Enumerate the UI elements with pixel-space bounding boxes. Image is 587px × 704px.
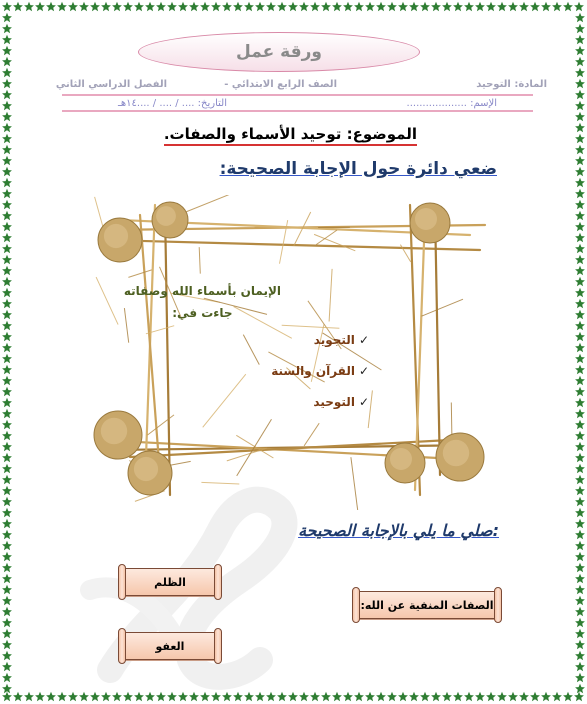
border-star-icon bbox=[310, 692, 320, 701]
border-star-icon bbox=[575, 453, 585, 462]
check-icon: ✓ bbox=[358, 333, 369, 347]
border-star-icon bbox=[2, 376, 12, 385]
border-star-icon bbox=[575, 563, 585, 572]
straw-wisp bbox=[351, 457, 359, 510]
border-star-icon bbox=[299, 2, 309, 11]
border-star-icon bbox=[575, 651, 585, 660]
semester-label: الفصل الدراسي الثاني bbox=[55, 79, 167, 90]
border-star-icon bbox=[575, 24, 585, 33]
border-star-icon bbox=[2, 46, 12, 55]
border-star-icon bbox=[2, 596, 12, 605]
border-star-icon bbox=[2, 508, 12, 517]
subject-label: المادة: التوحيد bbox=[476, 79, 547, 90]
option-label: القرآن والسنة bbox=[271, 364, 355, 378]
statement-line-1: الإيمان بأسماء الله وصفاته bbox=[123, 284, 281, 298]
border-star-icon bbox=[57, 2, 67, 11]
choice-scroll-zulm[interactable] bbox=[122, 568, 218, 596]
border-star-icon bbox=[575, 46, 585, 55]
border-star-icon bbox=[2, 112, 12, 121]
border-star-icon bbox=[575, 673, 585, 682]
straw-stick bbox=[140, 215, 160, 475]
border-star-icon bbox=[575, 365, 585, 374]
border-star-icon bbox=[2, 35, 12, 44]
border-star-icon bbox=[409, 2, 419, 11]
border-star-icon bbox=[552, 2, 562, 11]
border-star-icon bbox=[541, 692, 551, 701]
border-star-icon bbox=[123, 2, 133, 11]
border-star-icon bbox=[409, 692, 419, 701]
border-star-icon bbox=[266, 2, 276, 11]
border-star-icon bbox=[575, 442, 585, 451]
border-star-icon bbox=[211, 2, 221, 11]
choice-label: الظلم bbox=[154, 575, 186, 589]
border-star-icon bbox=[2, 68, 12, 77]
border-star-icon bbox=[2, 101, 12, 110]
border-star-icon bbox=[2, 673, 12, 682]
straw-ball-highlight bbox=[101, 418, 127, 444]
border-star-icon bbox=[575, 288, 585, 297]
border-star-icon bbox=[575, 211, 585, 220]
border-star-icon bbox=[156, 2, 166, 11]
border-star-icon bbox=[575, 310, 585, 319]
border-star-icon bbox=[575, 79, 585, 88]
border-star-icon bbox=[575, 552, 585, 561]
border-star-icon bbox=[442, 2, 452, 11]
border-star-icon bbox=[2, 640, 12, 649]
check-icon: ✓ bbox=[358, 364, 369, 378]
border-star-icon bbox=[178, 2, 188, 11]
border-star-icon bbox=[519, 2, 529, 11]
border-star-icon bbox=[575, 409, 585, 418]
border-star-icon bbox=[453, 2, 463, 11]
border-star-icon bbox=[2, 233, 12, 242]
border-star-icon bbox=[2, 420, 12, 429]
border-star-icon bbox=[575, 266, 585, 275]
border-star-icon bbox=[2, 24, 12, 33]
border-star-icon bbox=[24, 692, 34, 701]
border-star-icon bbox=[575, 640, 585, 649]
straw-ball-highlight bbox=[156, 206, 176, 226]
option-tawheed[interactable] bbox=[313, 395, 369, 409]
question1-statement bbox=[124, 280, 281, 324]
border-star-icon bbox=[101, 2, 111, 11]
border-star-icon bbox=[2, 321, 12, 330]
border-star-icon bbox=[508, 692, 518, 701]
border-star-icon bbox=[90, 2, 100, 11]
lesson-topic: الموضوع: توحيد الأسماء والصفات. bbox=[164, 125, 417, 146]
choice-scroll-afw[interactable] bbox=[122, 632, 218, 660]
border-star-icon bbox=[431, 2, 441, 11]
border-star-icon bbox=[255, 2, 265, 11]
straw-wisp bbox=[199, 247, 200, 274]
option-label: التجويد bbox=[313, 333, 355, 347]
border-star-icon bbox=[398, 692, 408, 701]
straw-ball-highlight bbox=[443, 440, 469, 466]
border-star-icon bbox=[2, 178, 12, 187]
border-star-icon bbox=[2, 310, 12, 319]
border-star-icon bbox=[575, 255, 585, 264]
border-star-icon bbox=[376, 2, 386, 11]
border-star-icon bbox=[530, 692, 540, 701]
border-star-icon bbox=[2, 409, 12, 418]
border-star-icon bbox=[2, 365, 12, 374]
border-star-icon bbox=[575, 277, 585, 286]
border-star-icon bbox=[398, 2, 408, 11]
border-star-icon bbox=[464, 2, 474, 11]
border-star-icon bbox=[2, 431, 12, 440]
border-star-icon bbox=[332, 2, 342, 11]
border-star-icon bbox=[497, 2, 507, 11]
border-star-icon bbox=[2, 486, 12, 495]
border-star-icon bbox=[2, 277, 12, 286]
border-star-icon bbox=[575, 497, 585, 506]
border-star-icon bbox=[575, 486, 585, 495]
border-star-icon bbox=[497, 692, 507, 701]
border-star-icon bbox=[575, 57, 585, 66]
border-star-icon bbox=[2, 629, 12, 638]
border-star-icon bbox=[464, 692, 474, 701]
border-star-icon bbox=[2, 692, 12, 701]
straw-ball-highlight bbox=[415, 208, 437, 230]
border-star-icon bbox=[2, 618, 12, 627]
border-star-icon bbox=[343, 692, 353, 701]
border-star-icon bbox=[575, 101, 585, 110]
date-field[interactable]: التاريخ: .... / .... / ....١٤هـ bbox=[117, 98, 227, 109]
header-divider-bottom bbox=[62, 110, 533, 112]
check-icon: ✓ bbox=[358, 395, 369, 409]
border-star-icon bbox=[2, 354, 12, 363]
straw-wisp bbox=[201, 482, 239, 484]
border-star-icon bbox=[475, 2, 485, 11]
border-star-icon bbox=[420, 692, 430, 701]
grade-label: الصف الرابع الابتدائي - bbox=[224, 79, 337, 90]
student-name-field[interactable]: الإسم: ................... bbox=[406, 98, 497, 109]
border-star-icon bbox=[486, 692, 496, 701]
border-star-icon bbox=[575, 354, 585, 363]
border-star-icon bbox=[575, 123, 585, 132]
border-star-icon bbox=[575, 178, 585, 187]
border-star-icon bbox=[453, 692, 463, 701]
border-star-icon bbox=[575, 464, 585, 473]
border-star-icon bbox=[575, 541, 585, 550]
border-star-icon bbox=[541, 2, 551, 11]
border-star-icon bbox=[575, 662, 585, 671]
border-star-icon bbox=[552, 692, 562, 701]
border-star-icon bbox=[431, 692, 441, 701]
border-star-icon bbox=[321, 692, 331, 701]
border-star-icon bbox=[575, 145, 585, 154]
straw-wisp bbox=[203, 374, 246, 427]
border-star-icon bbox=[2, 530, 12, 539]
border-star-icon bbox=[2, 244, 12, 253]
border-star-icon bbox=[2, 123, 12, 132]
border-star-icon bbox=[2, 387, 12, 396]
border-star-icon bbox=[35, 2, 45, 11]
border-star-icon bbox=[575, 420, 585, 429]
border-star-icon bbox=[365, 692, 375, 701]
border-star-icon bbox=[575, 68, 585, 77]
border-star-icon bbox=[387, 2, 397, 11]
border-star-icon bbox=[575, 343, 585, 352]
straw-wisp bbox=[329, 269, 332, 322]
border-star-icon bbox=[575, 13, 585, 22]
border-star-icon bbox=[2, 662, 12, 671]
border-star-icon bbox=[575, 508, 585, 517]
border-star-icon bbox=[222, 2, 232, 11]
border-star-icon bbox=[2, 167, 12, 176]
border-star-icon bbox=[2, 189, 12, 198]
border-star-icon bbox=[575, 530, 585, 539]
border-star-icon bbox=[575, 519, 585, 528]
border-star-icon bbox=[2, 299, 12, 308]
border-star-icon bbox=[575, 332, 585, 341]
border-star-icon bbox=[46, 2, 56, 11]
border-star-icon bbox=[2, 211, 12, 220]
border-star-icon bbox=[575, 233, 585, 242]
border-star-icon bbox=[288, 2, 298, 11]
border-star-icon bbox=[2, 90, 12, 99]
border-star-icon bbox=[575, 376, 585, 385]
border-star-icon bbox=[332, 692, 342, 701]
border-star-icon bbox=[112, 2, 122, 11]
border-star-icon bbox=[575, 299, 585, 308]
border-star-icon bbox=[2, 134, 12, 143]
border-star-icon bbox=[575, 321, 585, 330]
border-star-icon bbox=[575, 167, 585, 176]
border-star-icon bbox=[2, 475, 12, 484]
border-star-icon bbox=[2, 585, 12, 594]
border-star-icon bbox=[530, 2, 540, 11]
border-star-icon bbox=[486, 2, 496, 11]
border-star-icon bbox=[24, 2, 34, 11]
border-star-icon bbox=[2, 2, 12, 11]
border-star-icon bbox=[575, 156, 585, 165]
border-star-icon bbox=[200, 2, 210, 11]
border-star-icon bbox=[563, 2, 573, 11]
border-star-icon bbox=[244, 2, 254, 11]
border-star-icon bbox=[575, 189, 585, 198]
border-star-icon bbox=[376, 692, 386, 701]
border-star-icon bbox=[2, 464, 12, 473]
straw-wisp bbox=[96, 277, 118, 325]
border-star-icon bbox=[575, 475, 585, 484]
border-star-icon bbox=[310, 2, 320, 11]
border-star-icon bbox=[2, 651, 12, 660]
border-star-icon bbox=[563, 692, 573, 701]
straw-wisp bbox=[304, 423, 319, 446]
border-star-icon bbox=[442, 692, 452, 701]
border-star-icon bbox=[575, 574, 585, 583]
border-star-icon bbox=[574, 692, 584, 701]
border-star-icon bbox=[508, 2, 518, 11]
worksheet-title: ورقة عمل bbox=[236, 42, 322, 62]
border-star-icon bbox=[2, 156, 12, 165]
worksheet-title-banner bbox=[138, 32, 420, 72]
border-star-icon bbox=[519, 692, 529, 701]
border-star-icon bbox=[2, 266, 12, 275]
border-star-icon bbox=[2, 343, 12, 352]
straw-stick bbox=[165, 210, 170, 495]
border-star-icon bbox=[575, 684, 585, 693]
border-star-icon bbox=[277, 2, 287, 11]
border-star-icon bbox=[575, 618, 585, 627]
border-star-icon bbox=[2, 398, 12, 407]
border-star-icon bbox=[2, 288, 12, 297]
border-star-icon bbox=[475, 692, 485, 701]
border-star-icon bbox=[79, 2, 89, 11]
question1-instruction: ضعي دائرة حول الإجابة الصحيحة: bbox=[219, 159, 497, 179]
header-divider bbox=[62, 94, 533, 96]
border-star-icon bbox=[387, 692, 397, 701]
border-star-icon bbox=[575, 200, 585, 209]
border-star-icon bbox=[354, 692, 364, 701]
border-star-icon bbox=[2, 57, 12, 66]
border-star-icon bbox=[68, 2, 78, 11]
border-star-icon bbox=[575, 585, 585, 594]
border-star-icon bbox=[575, 244, 585, 253]
border-star-icon bbox=[575, 607, 585, 616]
option-quran-sunnah[interactable] bbox=[271, 364, 369, 378]
question2-instruction: :صلي ما يلي بالإجابة الصحيحة bbox=[298, 521, 499, 540]
border-star-icon bbox=[575, 387, 585, 396]
border-star-icon bbox=[233, 2, 243, 11]
option-tajweed[interactable] bbox=[314, 333, 369, 347]
border-star-icon bbox=[2, 255, 12, 264]
border-star-icon bbox=[575, 431, 585, 440]
question2-prompt: الصفات المنفية عن الله: bbox=[360, 598, 494, 612]
straw-wisp bbox=[148, 415, 175, 435]
straw-wisp bbox=[282, 325, 340, 328]
border-star-icon bbox=[575, 35, 585, 44]
border-star-icon bbox=[189, 2, 199, 11]
border-star-icon bbox=[13, 2, 23, 11]
border-star-icon bbox=[2, 541, 12, 550]
border-star-icon bbox=[575, 134, 585, 143]
border-star-icon bbox=[354, 2, 364, 11]
border-star-icon bbox=[2, 222, 12, 231]
border-star-icon bbox=[145, 2, 155, 11]
straw-wisp bbox=[422, 299, 464, 316]
border-star-icon bbox=[575, 90, 585, 99]
border-star-icon bbox=[2, 574, 12, 583]
border-star-icon bbox=[134, 2, 144, 11]
border-star-icon bbox=[574, 2, 584, 11]
border-star-icon bbox=[2, 453, 12, 462]
border-star-icon bbox=[575, 222, 585, 231]
border-star-icon bbox=[2, 519, 12, 528]
border-star-icon bbox=[2, 563, 12, 572]
border-star-icon bbox=[46, 692, 56, 701]
border-star-icon bbox=[365, 2, 375, 11]
prompt-scroll bbox=[356, 591, 498, 619]
border-star-icon bbox=[420, 2, 430, 11]
border-star-icon bbox=[2, 497, 12, 506]
straw-ball-highlight bbox=[390, 448, 412, 470]
statement-line-2: جاءت في: bbox=[172, 306, 233, 320]
border-star-icon bbox=[2, 552, 12, 561]
choice-label: العفو bbox=[155, 639, 185, 653]
straw-ball-highlight bbox=[134, 457, 158, 481]
border-star-icon bbox=[167, 2, 177, 11]
straw-ball-highlight bbox=[104, 224, 128, 248]
border-star-icon bbox=[2, 13, 12, 22]
border-star-icon bbox=[2, 145, 12, 154]
straw-frame-icon bbox=[90, 195, 495, 510]
border-star-icon bbox=[575, 398, 585, 407]
border-star-icon bbox=[2, 332, 12, 341]
border-star-icon bbox=[343, 2, 353, 11]
border-star-icon bbox=[321, 2, 331, 11]
border-star-icon bbox=[2, 684, 12, 693]
border-star-icon bbox=[575, 112, 585, 121]
border-star-icon bbox=[57, 692, 67, 701]
option-label: التوحيد bbox=[313, 395, 355, 409]
border-star-icon bbox=[2, 200, 12, 209]
border-star-icon bbox=[2, 607, 12, 616]
border-star-icon bbox=[575, 596, 585, 605]
border-star-icon bbox=[2, 79, 12, 88]
border-star-icon bbox=[13, 692, 23, 701]
straw-wisp bbox=[314, 234, 355, 250]
border-star-icon bbox=[2, 442, 12, 451]
straw-wisp bbox=[243, 335, 259, 365]
straw-wisp bbox=[128, 270, 151, 278]
border-star-icon bbox=[35, 692, 45, 701]
border-star-icon bbox=[575, 629, 585, 638]
